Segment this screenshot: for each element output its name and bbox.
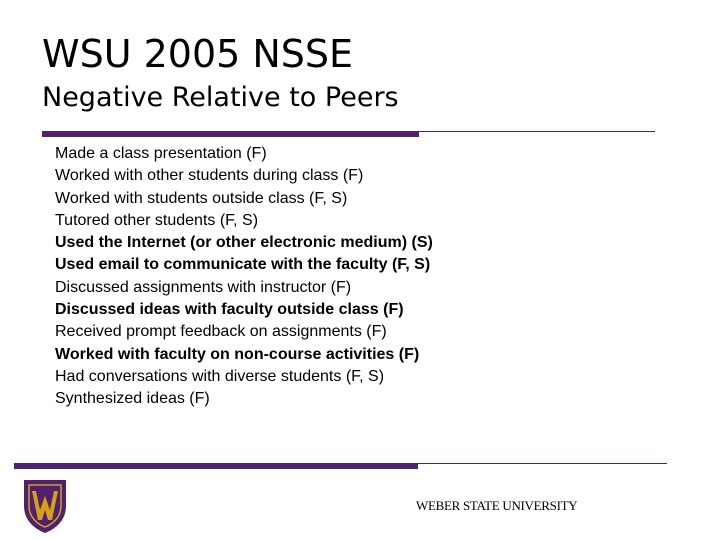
top-divider-thin xyxy=(419,131,655,132)
list-item: Used the Internet (or other electronic medium) (S) xyxy=(55,234,433,252)
slide-title: WSU 2005 NSSE xyxy=(42,32,354,76)
slide-subtitle: Negative Relative to Peers xyxy=(42,82,399,113)
list-item: Received prompt feedback on assignments (F) xyxy=(55,323,387,341)
list-item: Tutored other students (F, S) xyxy=(55,211,259,229)
weber-state-w-shield-icon xyxy=(22,478,68,534)
bottom-divider-thick xyxy=(14,463,418,469)
list-item: Discussed ideas with faculty outside class (F) xyxy=(55,301,404,319)
list-item: Had conversations with diverse students (F, S) xyxy=(55,367,385,385)
list-item: Used email to communicate with the faculty (F, S) xyxy=(55,256,431,274)
list-item: Worked with students outside class (F, S) xyxy=(55,189,348,207)
bottom-divider-thin xyxy=(418,463,667,464)
list-item: Worked with faculty on non-course activities (F) xyxy=(55,345,420,363)
top-divider-thick xyxy=(42,131,419,137)
list-item: Worked with other students during class (F) xyxy=(55,167,364,185)
bullet-list xyxy=(55,143,433,411)
list-item: Synthesized ideas (F) xyxy=(55,390,210,408)
list-item: Discussed assignments with instructor (F) xyxy=(55,278,352,296)
list-item: Made a class presentation (F) xyxy=(55,145,267,162)
university-wordmark: WEBER STATE UNIVERSITY xyxy=(416,498,578,513)
